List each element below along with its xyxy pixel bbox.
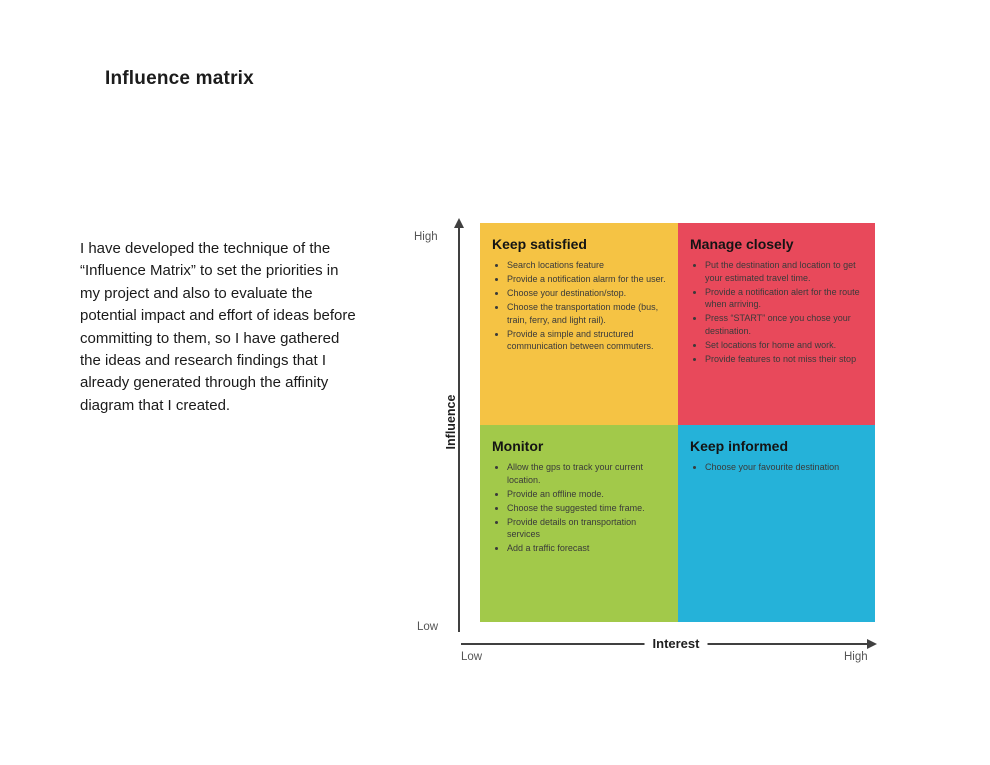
quadrant-items-keep-informed: [690, 461, 865, 474]
x-axis-arrow-icon: [867, 639, 877, 649]
quadrant-manage-closely: [678, 223, 875, 425]
y-axis-low-label: Low: [417, 621, 439, 633]
quadrant-item: • Put the destination and location to get your estimated travel time.: [705, 259, 865, 284]
quadrant-item: • Choose the suggested time frame.: [507, 502, 668, 515]
quadrant-item: • Add a traffic forecast: [507, 542, 668, 555]
quadrant-item: • Choose the transportation mode (bus, train, ferry, and light rail).: [507, 301, 668, 326]
y-axis-line: [458, 227, 460, 632]
page-title: Influence matrix: [105, 68, 254, 89]
quadrant-item: • Choose your destination/stop.: [507, 287, 668, 300]
influence-matrix: [480, 223, 875, 622]
quadrant-item: • Press “START” once you chose your destination.: [705, 312, 865, 337]
description-paragraph: I have developed the technique of the “Influence Matrix” to set the priorities in my project and also to evaluate the potential impact and effort of ideas before committing to them, so I have gathered the ideas and research findings that I already generated through the affinity diagram that I created.: [80, 240, 356, 414]
x-axis-low-label: Low: [461, 651, 483, 663]
quadrant-item: • Search locations feature: [507, 259, 668, 272]
quadrant-item: • Choose your favourite destination: [705, 461, 865, 474]
quadrant-item: • Allow the gps to track your current location.: [507, 461, 668, 486]
y-axis-high-label: High: [414, 231, 438, 243]
quadrant-items-manage-closely: [690, 259, 865, 365]
quadrant-item: • Set locations for home and work.: [705, 339, 865, 352]
quadrant-title-keep-informed: Keep informed: [690, 438, 789, 454]
x-axis-title: Interest: [645, 636, 708, 651]
quadrant-items-keep-satisfied: [492, 259, 668, 353]
quadrant-item: • Provide a simple and structured communication between commuters.: [507, 328, 668, 353]
quadrant-title-keep-satisfied: Keep satisfied: [492, 236, 587, 252]
quadrant-items-monitor: [492, 461, 668, 555]
quadrant-title-manage-closely: Manage closely: [690, 236, 794, 252]
quadrant-item: • Provide a notification alert for the route when arriving.: [705, 286, 865, 311]
quadrant-keep-satisfied: [480, 223, 678, 425]
quadrant-keep-informed: [678, 425, 875, 622]
quadrant-title-monitor: Monitor: [492, 438, 544, 454]
y-axis-arrow-icon: [454, 218, 464, 228]
quadrant-item: • Provide an offline mode.: [507, 488, 668, 501]
quadrant-item: • Provide a notification alarm for the user.: [507, 273, 668, 286]
quadrant-item: • Provide details on transportation services: [507, 516, 668, 541]
y-axis-title: Influence: [444, 394, 458, 450]
quadrant-item: • Provide features to not miss their stop: [705, 353, 865, 366]
quadrant-monitor: [480, 425, 678, 622]
x-axis-high-label: High: [844, 651, 868, 663]
